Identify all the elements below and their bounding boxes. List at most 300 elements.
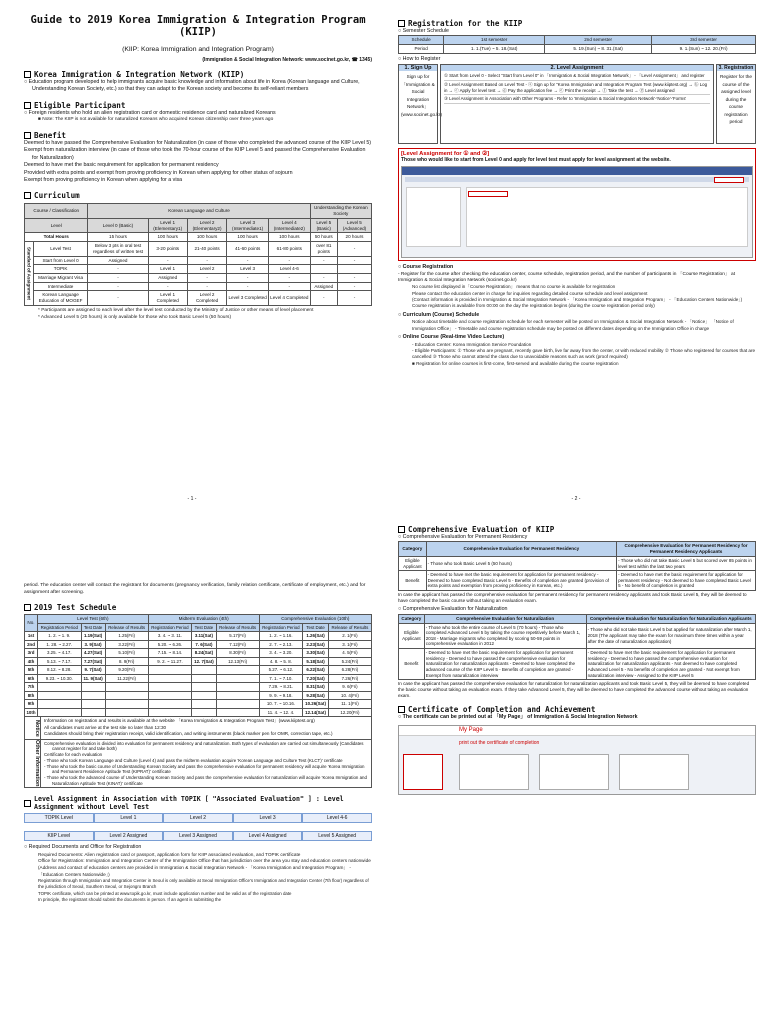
cur-cell: - [337, 242, 371, 256]
certificate-text: ○ The certificate can be printed out at 「My Page」 of Immigration & Social Integration Network [398, 714, 638, 721]
section-title: Korea Immigration & Integration Network (KIIP) [34, 70, 245, 79]
nat-cell: - Those who did not take Basic Level 5 but applied for naturalization after March 1, 2018 (The applicant may take the exam for maximum three times within a year after the date of naturalization application) [586, 623, 755, 649]
cur-cell: Level [25, 218, 88, 232]
cur-row [25, 265, 372, 274]
cur-cell: Assigned [88, 256, 148, 265]
cur-cell: - [187, 273, 226, 282]
section-title: Benefit [34, 130, 67, 140]
ts-cell [148, 700, 192, 709]
kiip-level: KIIP Level [24, 831, 94, 841]
kiip-level: Level 2 Assigned [94, 831, 164, 841]
ts-cell [192, 708, 216, 717]
pr-row [399, 556, 756, 570]
section-title: 2019 Test Schedule [34, 603, 117, 613]
eligible-body: Foreign residents who hold an alien registration card or domestic residence card and naturalized Koreans [28, 109, 276, 116]
ts-cell: 10. 4(Fri) [328, 691, 371, 700]
screenshot-panel [459, 754, 529, 790]
ts-cell [105, 708, 148, 717]
screenshot-panel [619, 754, 689, 790]
cur-cell: - [227, 256, 269, 265]
ts-group-cell: Comprehensive Evaluation (10th) [259, 615, 371, 624]
section-benefit [24, 131, 372, 140]
pr-cell: - Those who did not take Basic Level 5 but scored over 85 points in level test within the last two years [617, 556, 756, 570]
required-doc-item: Office for Registration: Immigration and Integration Center of the Immigration Office that has jurisdiction over the area you stay and education centers nationwide [38, 858, 371, 864]
semester-label-text: Semester Schedule [402, 28, 449, 34]
step-level [440, 64, 714, 144]
section-eligible [24, 101, 372, 110]
course-registration-note: (Contact information is provided in Immigration & Social Integration Network - 「Korea Immigration and Integration Program」 - 「Education Centers Nationwide」) [412, 297, 743, 302]
ts-cell [216, 708, 259, 717]
ts-cell [192, 691, 216, 700]
cur-cell: - [310, 256, 337, 265]
cur-cell: Level 2 [187, 265, 226, 274]
nat-table [398, 614, 756, 680]
cur-cell: TOPIK [33, 265, 88, 274]
sched-cell: 9. 1.(Sun) ~ 12. 20.(Fri) [652, 45, 756, 54]
course-registration-title: Course Registration [402, 264, 454, 271]
ts-cell [105, 683, 148, 692]
cur-cell: Intermediate [33, 282, 88, 291]
cur-cell: 61-80 points [268, 242, 310, 256]
step-signup-title: 1. Sign Up [399, 65, 437, 71]
ts-cell: 1. 2. ~ 1. 9. [37, 632, 81, 641]
step-signup-text: Sign up for 「Immigration & Social Integration Network」 (www.socinet.go.kr) [401, 74, 442, 117]
section-test-schedule [24, 603, 372, 612]
registration-steps [398, 64, 756, 144]
ts-cell: 9th [25, 700, 38, 709]
course-registration-note: Please contact the education center in charge for inquiries regarding detailed course schedule and level assignment [412, 290, 648, 296]
ts-cell: 9. 6(Fri) [328, 683, 371, 692]
level-assignment-box [398, 148, 756, 261]
ts-cell: 7.29. ~ 8.21. [259, 683, 303, 692]
nat-head-cell: Comprehensive Evaluation for Naturalization for Naturalization Applicants [586, 614, 755, 623]
ts-cell: 6.28(Fri) [328, 666, 371, 675]
kiip-level: Level 3 Assigned [163, 831, 233, 841]
kiip-level: Level 5 Assigned [302, 831, 372, 841]
ts-cell: 8th [25, 691, 38, 700]
other-info-item: - Those who took the advanced course of Understanding Korean Society and pass the comprehensive evaluation for naturalization will acquire 'Korea Immigration and Naturalization Aptitude Test (KINAT)' certificate [44, 775, 367, 786]
ts-sub-cell: Test Date [81, 623, 105, 632]
online-course-note: ■ Registration for online courses is first-come, first-served and available during the course registration [412, 360, 619, 366]
pr-cell: Eligible Applicant [399, 556, 427, 570]
kiip-description: ○ Education program developed to help immigrants acquire basic knowledge and information about life in Korea (Korean language and Culture, Understanding Korean Society, etc.) so that they can adapt to the Korean society and become its self-reliant members [24, 79, 360, 93]
cur-std-label: Standard of Assignment [25, 242, 34, 306]
cur-cell [337, 265, 371, 274]
ts-cell: 8.24(Sat) [192, 649, 216, 658]
ts-cell: 11. 4. ~ 12. 4. [259, 708, 303, 717]
ts-cell: 7th [25, 683, 38, 692]
ts-cell [192, 700, 216, 709]
ts-row [25, 657, 372, 666]
ts-cell: 3.11(Sat) [192, 632, 216, 641]
cur-cell: - [187, 256, 226, 265]
sched-head-cell: 1st semester [444, 36, 545, 45]
ts-cell: 5.20. ~ 6.26. [148, 640, 192, 649]
benefit-item: Deemed to have passed the Comprehensive Evaluation for Naturalization (in case of those who completed the advanced course of the KIIP Level 5) [24, 139, 372, 146]
ts-cell: 2. 7. ~ 2.13. [259, 640, 303, 649]
curriculum-table [24, 203, 372, 306]
course-registration-notes [398, 284, 756, 310]
online-course-foundation: - Education Center: Korea Immigration Service Foundation [412, 341, 532, 347]
ts-cell: 5.17(Fri) [216, 632, 259, 641]
ts-sub-cell: Registration Period [259, 623, 303, 632]
cur-cell: Level 2 (Elementary2) [187, 218, 226, 232]
ts-row [25, 666, 372, 675]
cur-cell: - [187, 282, 226, 291]
sched-cell: 1. 1.(Tue) ~ 5. 18.(Sat) [444, 45, 545, 54]
sched-cell: Period [399, 45, 444, 54]
ts-cell [81, 700, 105, 709]
nat-cell: Benefit [399, 649, 425, 680]
course-registration-note: No course list displayed in「Course Registration」 means that no course is available for registration [412, 284, 616, 290]
screenshot-content [466, 187, 748, 247]
other-info-items [41, 740, 371, 788]
section-title: Eligible Participant [34, 100, 126, 110]
online-course-note-text: Registration for online courses is first-come, first-served and available during the course registration [416, 360, 619, 366]
online-course-eligible: - Eligible Participants: ① Those who are pregnant, recently gave birth, live far away from the center, or with reduced mobility ② Those who registered for courses that are cancelled ③ Those who cannot attend the class due to unavoidable reasons such as work (proof required) [412, 347, 756, 360]
cur-cell: - [88, 265, 148, 274]
eligible-text: ○ Foreign residents who hold an alien registration card or domestic residence card and naturalized Koreans [24, 109, 276, 116]
ts-cell: 9.28(Sat) [303, 691, 329, 700]
section-kiip [24, 70, 372, 79]
ts-cell: 9. 2. ~ 11.27. [148, 657, 192, 666]
ts-sub-cell: Test Date [192, 623, 216, 632]
screenshot-header [399, 726, 755, 736]
cur-cell: - [227, 282, 269, 291]
checkbox-icon [398, 706, 405, 713]
cur-cell: - [310, 273, 337, 282]
how-label-text: How to Register [402, 55, 441, 62]
pr-cell: - Deemed to have met the basic requirement for application for permanent residency - Not deemed to have completed Basic Level 5 - No benefit of completion is granted [617, 571, 756, 591]
network-contact: (Immigration & Social Integration Network: www.socinet.go.kr, ☎ 1345) [202, 57, 372, 63]
ts-cell [37, 708, 81, 717]
ts-cell: 3. 4. ~ 3.20. [259, 649, 303, 658]
ts-cell: 4. 5(Fri) [328, 649, 371, 658]
cur-cell: Below 3 pts in oral test regardless of written test [88, 242, 148, 256]
notice-block [24, 717, 372, 739]
notice-item: Candidates should bring their registration receipt, valid identification, and writing instruments (black marker pen for OMR, correction tape, etc.) [44, 731, 333, 737]
ts-cell [148, 708, 192, 717]
other-info-item: Comprehensive evaluation is divided into evaluation for permanent residency and naturalization. Both types of evaluation are carried out simultaneously (Candidates cannot register for and take both) [44, 740, 364, 752]
nat-head-cell: Category [399, 614, 425, 623]
cur-cell: - [268, 256, 310, 265]
ts-cell: 5th [25, 666, 38, 675]
step-registration [716, 64, 756, 144]
checkbox-icon [24, 71, 31, 78]
cur-cell [310, 265, 337, 274]
cur-head-course: Course / Classification [25, 204, 88, 218]
pr-cell: - Those who took Basic Level 5 (50 hours) [426, 556, 616, 570]
test-schedule-table [24, 614, 372, 717]
nat-row [399, 623, 756, 649]
cur-cell: 20 hours [337, 233, 371, 242]
sched-cell: 5. 19.(Sun) ~ 8. 31.(Sat) [545, 45, 652, 54]
screenshot-header [402, 167, 752, 175]
cur-cell: Level 2 Completed [187, 291, 226, 305]
section-topik [24, 795, 372, 811]
nat-row [399, 649, 756, 680]
nat-note: In case the applicant has passed the comprehensive evaluation for naturalization for naturalization applicants and took Basic Level 5, they will be deemed to have completed the basic course without taking an evaluation exam. If they take Advanced Level 5, they will be deemed to have completed the advanced course without taking an evaluation exam. [398, 681, 750, 698]
section-title: Registration for the KIIP [408, 19, 523, 28]
nat-cell: Eligible Applicant [399, 623, 425, 649]
required-doc-note: Registration through Immigration and Integration Center in Seoul is only available at Seoul Immigration Office's Immigration and Integration Center (7th floor) regardless of the jurisdiction of Seoul, Southern Seoul, or Sejongro Branch [38, 878, 369, 890]
checkbox-icon [24, 102, 31, 109]
topik-level: Level 4-6 [302, 813, 372, 823]
ts-cell: 11. 1(Fri) [328, 700, 371, 709]
ts-cell: 1.19(Sat) [81, 632, 105, 641]
required-docs-notes [24, 878, 372, 903]
ts-cell [216, 683, 259, 692]
ts-group-cell: Level Test (6th) [37, 615, 148, 624]
screenshot-sidebar [403, 754, 443, 790]
document-title: Guide to 2019 Korea Immigration & Integration Program (KIIP) [30, 14, 366, 38]
step-registration-title: 3. Registration [718, 65, 754, 72]
ts-cell [81, 683, 105, 692]
ts-row [25, 649, 372, 658]
cur-cell: Level 1 Completed [148, 291, 187, 305]
cur-cell: Level 0 (Basic) [88, 218, 148, 232]
cur-cell: Level 3 (Intermediate1) [227, 218, 269, 232]
checkbox-icon [24, 132, 31, 139]
ts-cell: 5.10(Fri) [105, 649, 148, 658]
kiip-text: Education program developed to help immigrants acquire basic knowledge and information about life in Korea (Korean language and Culture, Understanding Korean Society, etc.) so that they can adapt to the Korean society and become its self-reliant members [28, 79, 360, 93]
curriculum-schedule-title: Curriculum (Course) Schedule [402, 311, 480, 318]
ts-cell: 10th [26, 709, 36, 715]
pr-label: ○ Comprehensive Evaluation for Permanent Residency [398, 534, 528, 540]
ts-cell: 8.30(Fri) [216, 649, 259, 658]
required-docs-items [24, 852, 372, 878]
cur-cell: - [148, 282, 187, 291]
topik-level: Level 2 [163, 813, 233, 823]
cur-cell: Korean Language Education of MOGEF [33, 291, 88, 305]
ts-cell: 7. 1. ~ 7.10. [259, 674, 303, 683]
curriculum-schedule-label: ○ Curriculum (Course) Schedule [398, 311, 480, 318]
ts-cell: 12.20(Fri) [328, 708, 371, 717]
nat-head-cell: Comprehensive Evaluation for Naturalization [424, 614, 586, 623]
cur-cell: Level 5 (Basic) [310, 218, 337, 232]
cur-cell: 100 hours [148, 233, 187, 242]
other-info-block [24, 740, 372, 789]
notice-label: Notice [25, 717, 41, 738]
ts-cell [37, 700, 81, 709]
ts-cell [105, 691, 148, 700]
ts-sub-cell: Test Date [303, 623, 329, 632]
ts-cell: 9.23. ~ 10.30. [37, 674, 81, 683]
benefit-item: Provided with extra points and exempt from proving proficiency in Korean when applying for other status of sojourn [24, 169, 293, 176]
ts-cell [192, 683, 216, 692]
ts-cell: 7.12(Fri) [216, 640, 259, 649]
cur-cell: 3-20 points [148, 242, 187, 256]
required-doc-note: TOPIK certificate, which can be printed at www.topik.go.kr, must include application number and be valid as of the registration date [38, 890, 292, 896]
ts-cell [37, 683, 81, 692]
nat-label-text: Comprehensive Evaluation for Naturalization [402, 606, 508, 613]
cur-cell: - [88, 282, 148, 291]
cur-cell: - [337, 282, 371, 291]
ts-cell: 7.15. ~ 8.14. [148, 649, 192, 658]
mypage-screenshot [398, 725, 756, 795]
cur-cell: Level 4 Completed [268, 291, 310, 305]
cur-cell: over 81 points [310, 242, 337, 256]
screenshot-sidebar [406, 187, 461, 247]
sched-head-cell: 3rd semester [652, 36, 756, 45]
course-registration-text: - Register for the course after checking the education center, course schedule, registration period, and the number of participants in 「Course Registration」 at Immigration & Social Integration Network (socinet.go.kr) [398, 271, 736, 283]
course-registration-label: ○ Course Registration [398, 264, 454, 271]
ts-cell: 1. 2. ~ 1.16. [259, 632, 303, 641]
ts-cell: 10.26(Sat) [303, 700, 329, 709]
required-docs-title: Required Documents and Office for Registration [28, 844, 142, 851]
ts-sub-cell: Registration Period [37, 623, 81, 632]
cur-cell: - [268, 273, 310, 282]
topik-level: Level 3 [233, 813, 303, 823]
checkbox-icon [24, 192, 31, 199]
pr-cell: - Deemed to have met the basic requirement for application for permanent residency - Deemed to have completed Basic Level 5 - Benefits of completion are granted (provision of extra points and exemption from proving proficiency in Korean, etc.) [426, 571, 616, 591]
page-3 [0, 512, 384, 1024]
pr-label-text: Comprehensive Evaluation for Permanent Residency [402, 534, 528, 540]
page-1 [0, 0, 384, 512]
step-level-item: ③ Level Assignment in Association with Other Programs - Refer to 'Immigration & Social Integration Network'-'Notice'-'Forms' [444, 95, 710, 104]
ts-cell: 3rd [25, 649, 38, 658]
sched-head-cell: Schedule [399, 36, 444, 45]
ts-cell: 4th [25, 657, 38, 666]
ts-cell: 8.31(Sat) [303, 683, 329, 692]
how-label: ○ How to Register [398, 55, 441, 62]
cur-cell: - [227, 273, 269, 282]
topik-level: TOPIK Level [24, 813, 94, 823]
cur-cell: Assigned [310, 282, 337, 291]
cur-head-society: Understanding the Korean Society [310, 204, 371, 218]
other-info-label: Other Information [25, 740, 41, 788]
ts-cell: 9. 9. ~ 9.18. [259, 691, 303, 700]
ts-cell: 4.27(Sat) [81, 649, 105, 658]
cur-row [25, 256, 372, 265]
cur-cell: Marriage Migrant Visa [33, 273, 88, 282]
course-registration-note: Course registration is available from 00:00 on the day the registration begins (during the course registration period only) [412, 303, 655, 309]
ts-cell: 5.27. ~ 6.12. [259, 666, 303, 675]
section-comprehensive [398, 525, 756, 534]
required-doc-item: Required Documents: Alien registration card or passport, application form for KIIP associated evaluation, and TOPIK certificate [38, 851, 301, 857]
cur-cell: - [148, 256, 187, 265]
ts-cell: 7.20(Sat) [303, 674, 329, 683]
ts-cell: 5.13. ~ 7.17. [37, 657, 81, 666]
cur-cell: - [268, 282, 310, 291]
ts-row [25, 700, 372, 709]
semester-table [398, 35, 756, 53]
required-doc-item: (Address and contact of education centers are provided in Immigration & Social Integration Network - 「Korea Immigration and Integration Program」 - 「Education Centers Nationwide」) [38, 865, 351, 877]
cur-cell: Level 4-6 [268, 265, 310, 274]
ts-cell [37, 691, 81, 700]
section-title: Certificate of Completion and Achievement [408, 705, 596, 715]
ts-cell: 12.14(Sat) [303, 708, 329, 717]
ts-cell: 4. 8. ~ 5. 8. [259, 657, 303, 666]
cur-cell: Level 3 [227, 265, 269, 274]
nat-cell: - Deemed to have met the basic requirement for application for permanent residency - Deemed to have passed the comprehensive evaluation for naturalization for naturalization applicants - Not deemed to have completed Advanced Level 5 - No benefits of completion are granted - Not exempt from naturalization interview - Assigned to the KIIP Level 5 [586, 649, 755, 680]
cur-cell: - [337, 273, 371, 282]
ts-sub-cell: Release of Results [105, 623, 148, 632]
level-assignment-text: Those who would like to start from Level 0 and apply for level test must apply for level assignment at the website. [401, 157, 671, 164]
cur-cell: - [88, 291, 148, 305]
cur-row [25, 282, 372, 291]
ts-group-cell: Midterm Evaluation (4th) [148, 615, 259, 624]
online-course-title: Online Course (Real-time Video Lecture) [402, 334, 505, 341]
cur-cell: Assigned [148, 273, 187, 282]
intro-text: period. The education center will contact the registrant for documents (pregnancy verification, family relation certificate, certificate of employment, etc.) and for assignment after screening. [24, 583, 366, 596]
other-info-item: - Those who took Korean Language and Culture (Level 4) and pass the midterm evaluation acquire 'Korean Language and Culture Test (KLCT)' certificate [44, 757, 343, 763]
curriculum-note: * Advanced Level 5 (20 hours) is only available for those who took Basic Level 5 (50 hours) [38, 314, 232, 320]
curriculum-schedule-text: Notice about timetable and course registration schedule for each semester will be posted on Immigration & Social Integration Network - 「Notice」 「Notice of Immigration Office」 - Timetable and course registration schedule may be posted on different dates depending on the Immigration Office in charge [412, 319, 734, 331]
pr-table [398, 541, 756, 591]
kiip-levels [24, 831, 372, 841]
cur-cell: 100 hours [227, 233, 269, 242]
ts-cell: 9. 7(Sat) [81, 666, 105, 675]
ts-cell: 3.25. ~ 4.17. [37, 649, 81, 658]
ts-cell: 7. 6(Sat) [192, 640, 216, 649]
cur-cell: - [337, 291, 371, 305]
ts-cell [216, 700, 259, 709]
topik-levels [24, 813, 372, 823]
cur-cell: Level 1 [148, 265, 187, 274]
benefit-item: Exempt from proving proficiency in Korean when applying for a visa [24, 176, 183, 183]
ts-cell: 2nd [25, 640, 38, 649]
required-doc-note: In principle, the registrant should submit the documents in person. If an agent is submitting the [38, 896, 222, 902]
screenshot-menu [405, 177, 749, 182]
ts-cell [148, 666, 192, 675]
ts-cell [148, 674, 192, 683]
online-course-label: ○ Online Course (Real-time Video Lecture) [398, 334, 505, 341]
ts-sub-cell: Release of Results [328, 623, 371, 632]
screenshot-highlight [714, 177, 744, 183]
ts-cell: 3. 9(Sat) [81, 640, 105, 649]
checkbox-icon [24, 800, 31, 807]
ts-row [25, 708, 372, 717]
page-number: - 1 - [187, 496, 197, 502]
pr-head-cell: Comprehensive Evaluation for Permanent Residency for Permanent Residency Applicants [617, 542, 756, 556]
kiip-level: Level 4 Assigned [233, 831, 303, 841]
semester-label: ○ Semester Schedule [398, 28, 449, 34]
ts-cell [81, 708, 105, 717]
ts-row [25, 691, 372, 700]
curriculum-notes [24, 308, 372, 321]
section-curriculum [24, 191, 372, 200]
screenshot-highlight [468, 191, 508, 197]
screenshot-panel [539, 754, 609, 790]
pr-row [399, 571, 756, 591]
ts-cell: 1.26(Sat) [303, 632, 329, 641]
ts-cell [81, 691, 105, 700]
ts-row [25, 632, 372, 641]
ts-cell: 10. 7. ~ 10.16. [259, 700, 303, 709]
cur-head-korean: Korean Language and Culture [88, 204, 310, 218]
ts-cell: 1.25(Fri) [105, 632, 148, 641]
other-info-item: Certificate for each evaluation [44, 752, 103, 758]
ts-cell [216, 666, 259, 675]
mypage-label: My Page [459, 726, 483, 733]
pr-note: In case the applicant has passed the comprehensive evaluation for permanent residency for permanent residency applicants and took Basic Level 5, they will be deemed to have completed the basic course without taking an evaluation exam. [398, 592, 747, 603]
other-info-item: - Those who took the basic course of Understanding Korean Society and pass the comprehensive evaluation for permanent residency will acquire 'Korea Immigration and Permanent Residence Aptitude Test (KIPRAT)' certificate [44, 763, 365, 775]
ts-cell [192, 674, 216, 683]
notice-items [41, 717, 371, 738]
ts-cell: 6th [25, 674, 38, 683]
ts-cell: 9.20(Fri) [105, 666, 148, 675]
nat-label: ○ Comprehensive Evaluation for Naturalization [398, 606, 508, 613]
pr-head-cell: Comprehensive Evaluation for Permanent Residency [426, 542, 616, 556]
section-title: Level Assignment in Association with TOPIK [ "Associated Evaluation" ] : Level Assignment without Level Test [34, 795, 344, 812]
cur-cell: 41-60 points [227, 242, 269, 256]
cur-row [25, 273, 372, 282]
ts-cell: 11.22(Fri) [105, 674, 148, 683]
ts-cell: 6.22(Sat) [303, 666, 329, 675]
cur-cell: Level 1 (Elementary1) [148, 218, 187, 232]
ts-cell [148, 683, 192, 692]
